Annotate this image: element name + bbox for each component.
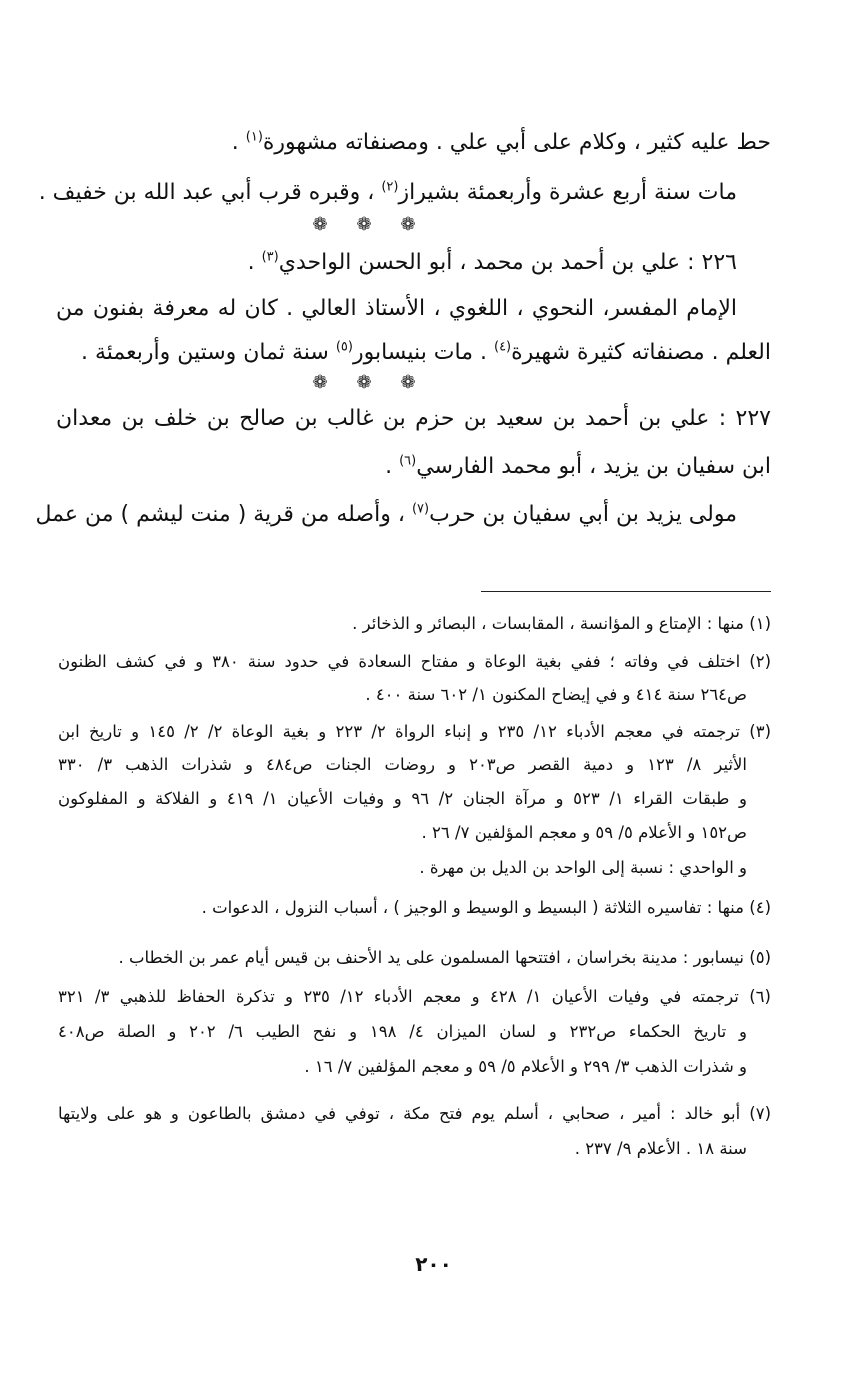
body-text: حط عليه كثير ، وكلام على أبي علي . ومصنفاته مشهورة [262, 130, 771, 155]
body-text: مات سنة أربع عشرة وأربعمئة بشيراز [398, 180, 737, 205]
footnote-text: (٦) ترجمته في وفيات الأعيان ١/ ٤٢٨ و معجم الأدباء ١٢/ ٢٣٥ و تذكرة الحفاظ للذهبي ٣/ ٣٢١ [58, 987, 771, 1006]
body-text: مولى يزيد بن أبي سفيان بن حرب [429, 502, 737, 527]
footnote-text: و طبقات القراء ١/ ٥٢٣ و مرآة الجنان ٢/ ٩٦ و وفيات الأعيان ١/ ٤١٩ و الفلاكة و المفلوكون [58, 789, 748, 808]
footnote-text: ص١٥٢ و الأعلام ٥/ ٥٩ و معجم المؤلفين ٧/ ٢٦ . [421, 823, 747, 842]
entry-226-heading [248, 248, 737, 278]
footnote-text: سنة ١٨ . الأعلام ٩/ ٢٣٧ . [574, 1139, 747, 1158]
body-text: الإمام المفسر، النحوي ، اللغوي ، الأستاذ العالي . كان له معرفة بفنون من [56, 296, 737, 321]
body-text: ابن سفيان بن يزيد ، أبو محمد الفارسي [416, 454, 771, 479]
footnote-text: (٤) منها : تفاسيره الثلاثة ( البسيط و الوسيط و الوجيز ) ، أسباب النزول ، الدعوات . [201, 898, 771, 917]
body-text: ، وأصله من قرية ( منت ليشم ) من عمل [35, 502, 412, 527]
footnote-ref: (١) [245, 129, 263, 145]
body-text: العلم . مصنفاته كثيرة شهيرة [511, 340, 771, 365]
entry-title: ٢٢٧ : علي بن أحمد بن سعيد بن حزم بن غالب بن صالح بن خلف بن معدان [56, 406, 771, 431]
body-line-4 [56, 294, 737, 324]
body-line-1 [232, 128, 771, 158]
footnote-text: الأثير ٨/ ١٢٣ و دمية القصر ص٢٠٣ و روضات الجنات ص٤٨٤ و شذرات الذهب ٣/ ٣٣٠ [58, 755, 748, 774]
body-line-7 [385, 452, 771, 482]
footnote-3-line-1 [58, 720, 771, 744]
footnote-2-line-1 [58, 650, 771, 674]
ornament-icon: ❁ [356, 214, 372, 235]
ornament-icon: ❁ [356, 372, 372, 393]
footnote-2-line-2 [365, 683, 747, 707]
footnote-text: (٥) نيسابور : مدينة بخراسان ، افتتحها المسلمون على يد الأحنف بن قيس أيام عمر بن الخطاب . [118, 948, 771, 967]
body-line-5 [81, 338, 771, 368]
footnote-ref: (٧) [411, 501, 430, 517]
footnote-1 [352, 612, 771, 636]
footnote-text: (٢) اختلف في وفاته ؛ ففي بغية الوعاة و مفتاح السعادة في حدود سنة ٣٨٠ و في كشف الظنون [58, 652, 772, 671]
footnote-divider [481, 591, 771, 592]
footnote-text: و شذرات الذهب ٣/ ٢٩٩ و الأعلام ٥/ ٥٩ و معجم المؤلفين ٧/ ١٦ . [304, 1057, 747, 1076]
footnote-ref: (٥) [335, 339, 353, 355]
ornament-icon: ❁ [312, 214, 328, 235]
ornament-icon: ❁ [312, 372, 328, 393]
footnote-4 [202, 896, 771, 920]
body-line-2 [39, 178, 737, 208]
footnote-6-line-1 [58, 985, 771, 1009]
entry-227-heading [56, 404, 771, 434]
footnote-7-line-2 [575, 1137, 747, 1161]
footnote-text: (٣) ترجمته في معجم الأدباء ١٢/ ٢٣٥ و إنباء الرواة ٢/ ٢٢٣ و بغية الوعاة ٢/ ٢/ ١٤٥ و تاريخ ابن [58, 722, 772, 741]
separator-ornament [298, 214, 430, 235]
page-number: ٢٠٠ [415, 1252, 452, 1276]
footnote-5 [118, 946, 771, 970]
body-text: سنة ثمان وستين وأربعمئة . [80, 340, 336, 365]
ornament-icon: ❁ [400, 372, 416, 393]
footnote-3-line-2 [58, 753, 747, 777]
footnote-6-line-2 [58, 1020, 747, 1044]
footnote-text: (١) منها : الإمتاع و المؤانسة ، المقابسات ، البصائر و الذخائر . [352, 614, 771, 633]
body-text: ، وقبره قرب أبي عبد الله بن خفيف . [38, 180, 382, 205]
footnote-6-line-3 [304, 1055, 747, 1079]
footnote-ref: (٤) [493, 339, 512, 355]
ornament-icon: ❁ [400, 214, 416, 235]
footnote-ref: (٣) [261, 249, 279, 265]
body-text: . [247, 250, 262, 275]
footnote-text: (٧) أبو خالد : أمير ، صحابي ، أسلم يوم فتح مكة ، توفي في دمشق بالطاعون و هو على ولايتها [58, 1104, 771, 1123]
footnote-3-line-5 [419, 856, 747, 880]
footnote-3-line-3 [58, 787, 747, 811]
footnote-text: ص٢٦٤ سنة ٤١٤ و في إيضاح المكنون ١/ ٦٠٢ سنة ٤٠٠ . [365, 685, 747, 704]
footnote-ref: (٦) [399, 453, 417, 469]
footnote-3-line-4 [422, 821, 747, 845]
footnote-ref: (٢) [381, 179, 399, 195]
footnote-7-line-1 [58, 1102, 771, 1126]
entry-title: ٢٢٦ : علي بن أحمد بن محمد ، أبو الحسن الواحدي [278, 250, 737, 275]
separator-ornament [298, 372, 430, 393]
footnote-text: و الواحدي : نسبة إلى الواحد بن الديل بن مهرة . [419, 858, 747, 877]
body-text: . [231, 130, 246, 155]
body-line-8 [35, 500, 737, 530]
body-text: . مات بنيسابور [352, 340, 494, 365]
footnote-text: و تاريخ الحكماء ص٢٣٢ و لسان الميزان ٤/ ١٩٨ و نفح الطيب ٦/ ٢٠٢ و الصلة ص٤٠٨ [58, 1022, 747, 1041]
body-text: . [385, 454, 400, 479]
